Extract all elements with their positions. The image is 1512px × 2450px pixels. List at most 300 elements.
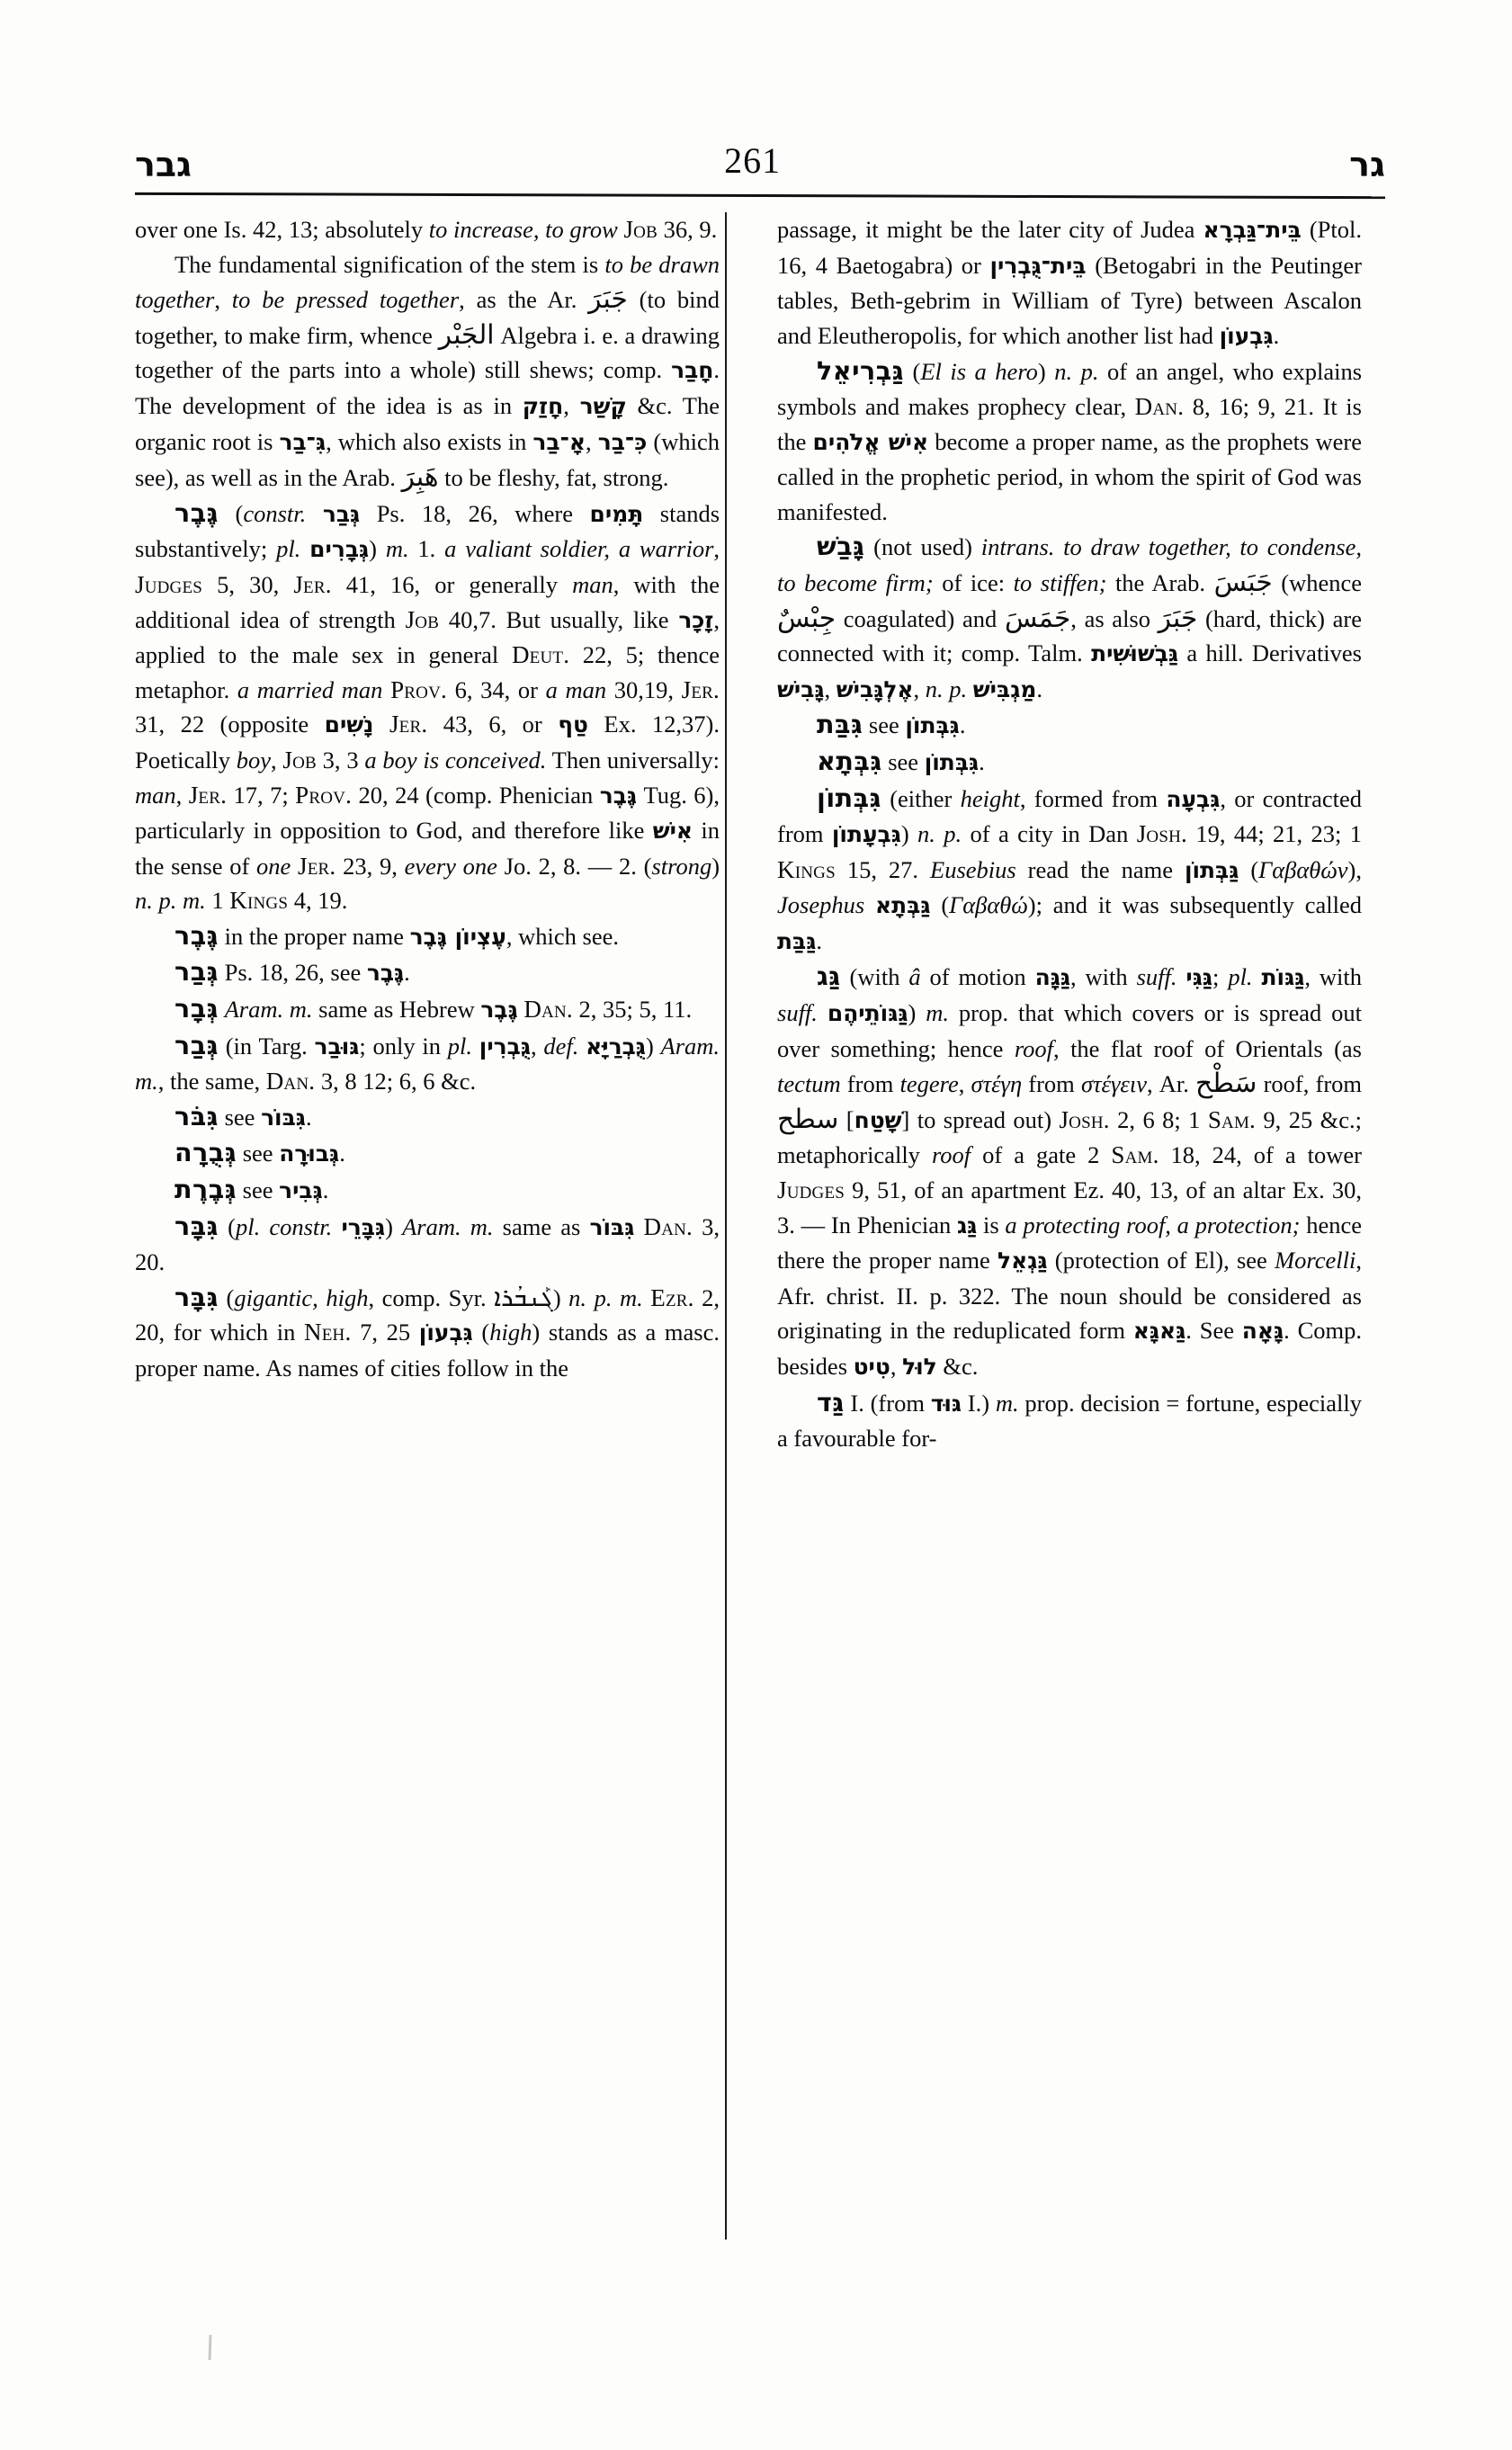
- hebrew-word: גַּאגָּא: [1132, 1318, 1186, 1345]
- arabic-word: جَبَرَ: [1158, 601, 1198, 633]
- italic-gloss: n. p.: [925, 675, 968, 702]
- text-run: ,: [214, 286, 232, 314]
- entry-geber-2: [135, 918, 720, 955]
- italic-gloss: â: [908, 963, 921, 991]
- text-run: ) stands as a masc. proper name. As names of cities follow in the: [135, 1319, 720, 1381]
- text-run: in the proper name: [218, 922, 410, 950]
- text-run: ,: [271, 746, 283, 773]
- hebrew-word: גַּג: [956, 1212, 978, 1238]
- hebrew-word: אָ־בַר: [532, 428, 586, 455]
- text-run: .: [1036, 675, 1042, 702]
- italic-gloss: m.: [926, 999, 949, 1027]
- page-number: 261: [724, 140, 782, 181]
- text-run: .: [979, 747, 985, 775]
- text-run: ,: [586, 427, 598, 455]
- text-run: (: [1239, 855, 1259, 883]
- italic-gloss: pl. constr.: [235, 1212, 333, 1240]
- text-run: , Ar.: [1146, 1070, 1196, 1098]
- italic-gloss: El is a hero: [920, 358, 1038, 386]
- entry-gibbar-np: [135, 1280, 720, 1386]
- text-run: prop. decision = fortune, especially a favourable for-: [777, 1389, 1362, 1453]
- text-run: [306, 500, 323, 527]
- scripture-reference: Judges: [777, 1176, 845, 1204]
- text-run: (: [930, 891, 950, 919]
- hebrew-word: גִּבָּרֵי: [341, 1213, 386, 1240]
- text-run: of ice:: [933, 568, 1014, 596]
- text-run: [818, 999, 828, 1026]
- italic-gloss: def.: [543, 1032, 579, 1060]
- italic-gloss: high: [489, 1319, 532, 1346]
- hebrew-word: גְּבִיר: [279, 1177, 323, 1204]
- text-run: 20, 24 (comp. Phenician: [352, 781, 600, 809]
- text-run: ): [552, 1283, 569, 1311]
- text-run: [1176, 963, 1185, 990]
- italic-gloss: m.: [385, 535, 409, 563]
- entry-headword: גֶּבֶר: [174, 496, 219, 528]
- text-run: 9, 51, of an apartment Ez. 40, 13, of an altar Ex. 30, 3. — In Phenician: [777, 1176, 1362, 1238]
- text-run: 3, 8 12; 6, 6 &c.: [315, 1068, 477, 1095]
- scripture-reference: Josh.: [1136, 820, 1187, 848]
- hebrew-word: גֶּבֶר: [599, 782, 638, 809]
- text-run: ): [369, 535, 386, 563]
- text-run: , as the Ar.: [459, 286, 589, 314]
- text-run: stands substantively;: [135, 499, 720, 563]
- scripture-reference: Jer.: [293, 570, 332, 598]
- hebrew-word: גַּגִּי: [1185, 964, 1213, 991]
- entry-headword: גְּבֶרֶת: [174, 1174, 237, 1205]
- text-run: ,: [531, 1032, 544, 1060]
- entry-headword: גִּבֹּר: [174, 1100, 219, 1131]
- entry-headword: גֶּבֶר: [174, 919, 219, 951]
- italic-gloss: to be pressed together: [231, 286, 460, 314]
- italic-gloss: pl.: [276, 535, 301, 563]
- text-run: same as Hebrew: [312, 996, 481, 1024]
- column-divider: [725, 212, 727, 2240]
- italic-gloss: a married man: [237, 675, 383, 703]
- text-run: ; absolutely: [312, 216, 429, 243]
- text-run: Algebra i. e. a drawing together of the parts into a whole) still shews; comp.: [135, 321, 720, 384]
- text-run: , the flat roof of Orientals (as: [1053, 1034, 1362, 1062]
- p1: [135, 212, 720, 247]
- entry-gibbatha: [777, 744, 1362, 781]
- text-run: (whence: [1272, 568, 1362, 596]
- text-run: ); and it was subsequently called: [1027, 891, 1362, 919]
- entry-gebar-targ: [135, 1028, 720, 1099]
- hebrew-word: גַּבְּתוֹן: [1184, 856, 1239, 883]
- text-run: hence there the proper name: [777, 1211, 1362, 1274]
- text-run: 5, 30,: [202, 570, 294, 598]
- text-run: 22, 5; thence metaphor.: [135, 641, 720, 703]
- text-run: (protection of El), see: [1047, 1247, 1275, 1274]
- entry-headword: גְּבַר: [174, 1029, 219, 1060]
- text-run: of an angel, who explains symbols and makes prophecy clear,: [777, 358, 1363, 420]
- text-run: 23, 9,: [336, 852, 405, 880]
- italic-gloss: constr.: [243, 499, 307, 527]
- entry-gebereth-see: [135, 1172, 720, 1209]
- scripture-reference: Josh.: [1059, 1105, 1110, 1133]
- text-run: 3, 3: [316, 746, 365, 773]
- italic-gloss: tectum: [777, 1070, 841, 1098]
- italic-gloss: a boy is conceived.: [364, 746, 547, 773]
- text-run: 4, 19.: [288, 887, 348, 915]
- text-run: to be fleshy, fat, strong.: [438, 464, 669, 492]
- hebrew-word: עֶצְיוֹן גֶּבֶר: [409, 923, 506, 950]
- text-run: a hill. Derivatives: [1178, 639, 1362, 667]
- text-run: [: [838, 1105, 854, 1133]
- italic-gloss: n. p.: [917, 820, 962, 848]
- text-run: 2, 20, for which in: [135, 1283, 720, 1346]
- text-run: from: [840, 1070, 900, 1098]
- text-run: of a city in Dan: [962, 820, 1137, 848]
- italic-gloss: n. p. m.: [568, 1283, 643, 1311]
- text-run: Jo. 2, 8. — 2. (: [497, 852, 652, 880]
- entry-headword: גָּבַשׁ: [817, 531, 865, 562]
- text-run: (: [218, 1283, 235, 1311]
- scripture-reference: Dan.: [523, 996, 573, 1024]
- italic-gloss: Aram. m.: [224, 996, 313, 1024]
- hebrew-word: בֵּית־גַּבְרָא: [1203, 217, 1302, 243]
- text-run: coagulated) and: [836, 604, 1005, 632]
- text-run: ,: [824, 675, 837, 702]
- text-run: (with: [840, 963, 909, 991]
- scripture-reference: Deut.: [511, 641, 570, 669]
- italic-gloss: Josephus: [777, 891, 865, 919]
- text-run: (Betogabri in the Peutinger tables, Beth-gebrim in William of Tyre) between Ascalon and Eleutheropolis, for which another list had: [777, 251, 1363, 349]
- hebrew-word: זָכָר: [678, 606, 714, 633]
- text-run: [864, 891, 875, 918]
- column-right: [739, 212, 1362, 2263]
- entry-gebar-aram: [135, 991, 720, 1028]
- hebrew-word: גַּבְּתָא: [875, 892, 931, 919]
- text-run: . Comp. besides: [777, 1317, 1362, 1380]
- italic-gloss: a valiant soldier, a warrior: [444, 535, 714, 563]
- italic-gloss: intrans. to draw together, to condense, to become firm;: [777, 533, 1362, 596]
- italic-gloss: pl.: [1228, 963, 1253, 991]
- text-run: Ex. 12,37). Poetically: [135, 711, 720, 773]
- p2: [135, 247, 720, 496]
- italic-gloss: Eusebius: [930, 855, 1016, 883]
- text-run: Ps. 18, 26, see: [218, 959, 367, 987]
- italic-gloss: Aram. m.: [402, 1212, 494, 1240]
- entry-headword: גִּבָּר: [174, 1210, 219, 1241]
- text-run: Then universally:: [546, 746, 720, 773]
- text-run: ): [1037, 358, 1055, 386]
- text-run: , comp. Syr.: [368, 1283, 495, 1311]
- hebrew-word: חָבַר: [671, 357, 714, 384]
- hebrew-word: גִּבְעוֹן: [418, 1319, 473, 1346]
- scripture-reference: Judges: [135, 570, 203, 598]
- text-run: 30,19,: [606, 675, 682, 703]
- italic-gloss: height: [960, 784, 1020, 812]
- entry-headword: גִּבְּתָא: [817, 745, 882, 776]
- text-run: , or contracted from: [777, 784, 1362, 848]
- italic-gloss: m.: [995, 1389, 1019, 1417]
- text-run: ,: [175, 781, 189, 809]
- text-run: (Ptol. 16, 4 Baetogabra) or: [777, 216, 1362, 279]
- text-run: [219, 996, 225, 1023]
- text-run: (not used): [864, 533, 981, 561]
- text-run: 15, 27.: [835, 855, 931, 883]
- text-run: 43, 6, or: [427, 711, 559, 738]
- hebrew-word: גֶּבֶר: [480, 997, 518, 1024]
- hebrew-word: גֻּבְרַיָּא: [586, 1033, 646, 1060]
- italic-gloss: strong: [651, 852, 712, 880]
- scripture-reference: Job: [282, 746, 317, 773]
- text-run: in the sense of: [135, 817, 720, 880]
- running-head-right-word: גר: [1349, 145, 1385, 184]
- greek-word: Γαβαθών: [1258, 855, 1348, 883]
- text-run: [332, 1213, 341, 1240]
- text-run: read the name: [1015, 855, 1185, 883]
- entry-headword: גַּד: [817, 1386, 845, 1417]
- greek-word: στέγη: [971, 1070, 1023, 1098]
- text-run: see: [218, 1103, 262, 1131]
- text-run: &c. The organic root is: [135, 391, 720, 455]
- hebrew-word: בֵּית־גֻּבְרִין: [989, 252, 1087, 279]
- entry-headword: גַּג: [817, 961, 841, 992]
- entry-gabash: [777, 529, 1362, 707]
- text-run: [300, 535, 309, 562]
- scripture-reference: Jer.: [681, 675, 720, 703]
- text-run: The fundamental signification of the stem is: [174, 250, 605, 278]
- text-run: (: [218, 1212, 236, 1240]
- text-run: 19, 44; 21, 23; 1: [1186, 820, 1363, 848]
- scripture-reference: Job: [405, 605, 440, 633]
- text-run: (which see), as well as in the Arab.: [135, 427, 720, 492]
- hebrew-word: כִּ־בַר: [597, 428, 648, 455]
- italic-gloss: suff.: [777, 999, 818, 1027]
- hebrew-word: גְּבוּרָה: [279, 1140, 340, 1167]
- italic-gloss: n. p.: [1054, 358, 1099, 386]
- entry-gabriel: [777, 353, 1362, 529]
- text-run: Ps. 18, 26, where: [360, 499, 590, 527]
- text-run: (: [472, 1319, 490, 1346]
- hebrew-word: לוּל: [902, 1354, 937, 1380]
- text-run: passage, it might be the later city of Judea: [777, 216, 1203, 243]
- scripture-reference: Dan.: [1134, 392, 1185, 420]
- italic-gloss: suff.: [1136, 963, 1177, 991]
- running-head: [135, 119, 1385, 182]
- text-run: see: [881, 747, 925, 775]
- text-run: 18, 24, of a tower: [1159, 1141, 1362, 1169]
- hebrew-word: גַּגְאֵל: [998, 1247, 1048, 1274]
- scripture-reference: Prov.: [295, 781, 353, 809]
- italic-gloss: tegere: [899, 1070, 959, 1098]
- text-run: of motion: [920, 963, 1035, 991]
- text-run: .: [305, 1103, 312, 1131]
- text-run: ] to spread out): [901, 1105, 1060, 1133]
- hebrew-word: גִּבְעָה: [1166, 785, 1221, 812]
- text-run: , applied to the male sex in general: [135, 605, 720, 669]
- scripture-reference: Ezr.: [650, 1283, 694, 1311]
- arabic-word: سَطْح: [1195, 1067, 1257, 1099]
- text-run: 2, 35; 5, 11.: [572, 996, 693, 1024]
- text-run: same as: [493, 1212, 590, 1240]
- hebrew-word: גּוּבַר: [314, 1033, 360, 1060]
- arabic-word: جَمَسَ: [1004, 601, 1071, 633]
- text-run: over one: [135, 216, 224, 243]
- greek-word: στέγειν: [1080, 1070, 1147, 1098]
- entry-gibbor-see: [135, 1099, 720, 1136]
- scripture-reference: Neh.: [304, 1319, 352, 1346]
- hebrew-word: נָשִׁים: [324, 711, 374, 738]
- text-run: ),: [1347, 855, 1362, 883]
- text-run: , with the additional idea of strength: [135, 570, 720, 633]
- hebrew-word: גַּבַּת: [777, 927, 817, 954]
- text-run: the Arab.: [1106, 568, 1214, 596]
- text-run: 31, 22 (opposite: [135, 711, 325, 738]
- text-run: ): [908, 999, 926, 1027]
- text-run: . The development of the idea is as in: [135, 356, 720, 419]
- hebrew-word: גְּבַר: [322, 500, 361, 527]
- hebrew-word: גַּגּוֹתֵיהֶם: [827, 1000, 908, 1027]
- hebrew-word: שָׁטַח: [854, 1106, 902, 1133]
- scripture-reference: Job: [623, 216, 658, 243]
- text-run: , as also: [1070, 604, 1159, 632]
- text-run: see: [237, 1176, 280, 1204]
- entry-gibbar: [135, 1209, 720, 1280]
- text-run: ): [711, 852, 720, 880]
- text-run: .: [404, 959, 410, 987]
- text-run: prop. that which covers or is spread out over something; hence: [777, 999, 1363, 1062]
- italic-gloss: man: [135, 781, 176, 809]
- running-head-left-word: גבר: [135, 145, 192, 184]
- text-run: .: [322, 1176, 329, 1204]
- italic-gloss: to be drawn together: [135, 250, 720, 314]
- text-run: ,: [563, 391, 580, 419]
- text-run: 3, 20.: [135, 1212, 720, 1276]
- arabic-word: جَبَرَ: [588, 282, 628, 315]
- entry-gibbath: [777, 707, 1362, 744]
- text-run: ,: [713, 535, 720, 563]
- text-run: from: [1022, 1070, 1081, 1098]
- text-run: ): [385, 1212, 403, 1240]
- italic-gloss: one: [256, 852, 291, 880]
- header-rule: [135, 192, 1385, 199]
- italic-gloss: boy: [236, 746, 272, 773]
- hebrew-word: גָּאָה: [1241, 1318, 1284, 1345]
- entry-gad: [777, 1385, 1362, 1456]
- entry-headword: גְּבָר: [174, 993, 219, 1024]
- hebrew-word: גִּבְעָתוֹן: [831, 821, 901, 848]
- hebrew-word: גִּבּוֹר: [589, 1213, 635, 1240]
- text-run: ;: [1212, 963, 1229, 991]
- hebrew-word: טַף: [558, 711, 588, 738]
- italic-gloss: to increase, to grow: [428, 216, 624, 243]
- text-run: 40,7. But usually, like: [439, 605, 679, 633]
- hebrew-word: קָשַׁר: [579, 392, 627, 419]
- italic-gloss: Morcelli: [1275, 1247, 1356, 1274]
- italic-gloss: gigantic, high: [234, 1283, 369, 1311]
- entry-headword: גִּבְּתוֹן: [817, 782, 881, 813]
- text-run: Is. 42, 13: [223, 216, 313, 243]
- text-run: [634, 1213, 643, 1240]
- text-run: 6, 34, or: [446, 675, 546, 703]
- text-run: (hard, thick) are connected with it; comp. Talm.: [777, 604, 1362, 667]
- hebrew-word: מַגְבִּישׁ: [972, 675, 1037, 702]
- hebrew-word: גַּגָּה: [1034, 964, 1070, 991]
- scan-artifact: [209, 2335, 212, 2360]
- text-run: ,: [890, 1353, 903, 1380]
- text-run: , the same,: [157, 1068, 266, 1095]
- text-run: 1: [205, 887, 230, 915]
- arabic-word: سطح: [777, 1102, 839, 1134]
- two-column-body: [135, 212, 1387, 2263]
- text-run: , with: [1069, 963, 1137, 991]
- text-run: (in Targ.: [218, 1032, 315, 1060]
- text-run: 41, 16, or generally: [331, 570, 573, 598]
- text-run: &c.: [936, 1353, 979, 1380]
- italic-gloss: roof: [931, 1141, 971, 1169]
- text-run: ,: [913, 675, 926, 702]
- text-run: .: [959, 711, 966, 739]
- text-run: Tug. 6), particularly in opposition to God, and therefore like: [135, 781, 720, 845]
- text-run: . See: [1185, 1317, 1242, 1345]
- text-run: .: [339, 1140, 345, 1167]
- text-run: (: [218, 499, 244, 527]
- text-run: , Afr. christ. II. p. 322. The noun should be considered as originating in the reduplicated form: [777, 1247, 1362, 1345]
- column-left: [135, 212, 739, 2263]
- hebrew-word: גִּבְעוֹן: [1219, 322, 1274, 349]
- hebrew-word: חָזַק: [522, 392, 564, 419]
- entry-headword: גַּבְרִיאֵל: [817, 355, 905, 387]
- hebrew-word: גָּבִישׁ: [777, 675, 825, 702]
- hebrew-word: גִּ־בַר: [279, 428, 327, 455]
- text-run: see: [863, 711, 906, 739]
- italic-gloss: roof: [1014, 1034, 1054, 1062]
- italic-gloss: n. p. m.: [135, 887, 206, 915]
- scripture-reference: Dan.: [643, 1212, 693, 1240]
- text-run: I.): [962, 1389, 996, 1417]
- hebrew-word: גִּבּוֹר: [261, 1104, 306, 1131]
- text-run: , which also exists in: [326, 427, 533, 455]
- scripture-reference: Dan.: [265, 1068, 316, 1095]
- scripture-reference: Kings: [777, 855, 836, 883]
- text-run: is: [977, 1211, 1006, 1238]
- text-run: [1253, 963, 1262, 990]
- text-run: [373, 711, 389, 738]
- hebrew-word: אֶלְגָּבִישׁ: [836, 675, 914, 702]
- hebrew-word: טִיט: [853, 1354, 890, 1380]
- text-run: (: [904, 358, 921, 386]
- text-run: ; only in: [359, 1032, 448, 1060]
- hebrew-word: גִּבְּתוֹן: [905, 712, 960, 739]
- text-run: [382, 676, 390, 703]
- arabic-word: هَبِرَ: [401, 460, 439, 493]
- entry-headword: גְּבֻרָה: [174, 1137, 237, 1168]
- text-run: , formed from: [1019, 784, 1167, 812]
- text-run: 1.: [408, 535, 445, 563]
- italic-gloss: Aram. m.: [135, 1032, 720, 1095]
- text-run: 36, 9.: [657, 216, 718, 243]
- scripture-reference: Prov.: [390, 675, 447, 703]
- text-run: roof, from: [1257, 1070, 1363, 1098]
- arabic-word: جَبَسَ: [1213, 565, 1273, 597]
- text-run: [578, 1033, 586, 1060]
- italic-gloss: pl.: [447, 1032, 473, 1060]
- rp1: [777, 212, 1362, 353]
- entry-geburah-see: [135, 1135, 720, 1172]
- scripture-reference: Jer.: [188, 781, 228, 809]
- text-run: [472, 1033, 479, 1060]
- italic-gloss: every one: [404, 852, 497, 880]
- hebrew-word: גַּגּוֹת: [1261, 964, 1305, 991]
- text-run: [291, 853, 298, 880]
- arabic-word: الجَبْر: [438, 317, 495, 350]
- hebrew-word: גְּבָרִים: [309, 536, 370, 563]
- entry-headword: גִּבַּת: [817, 709, 863, 740]
- text-run: 17, 7;: [227, 781, 296, 809]
